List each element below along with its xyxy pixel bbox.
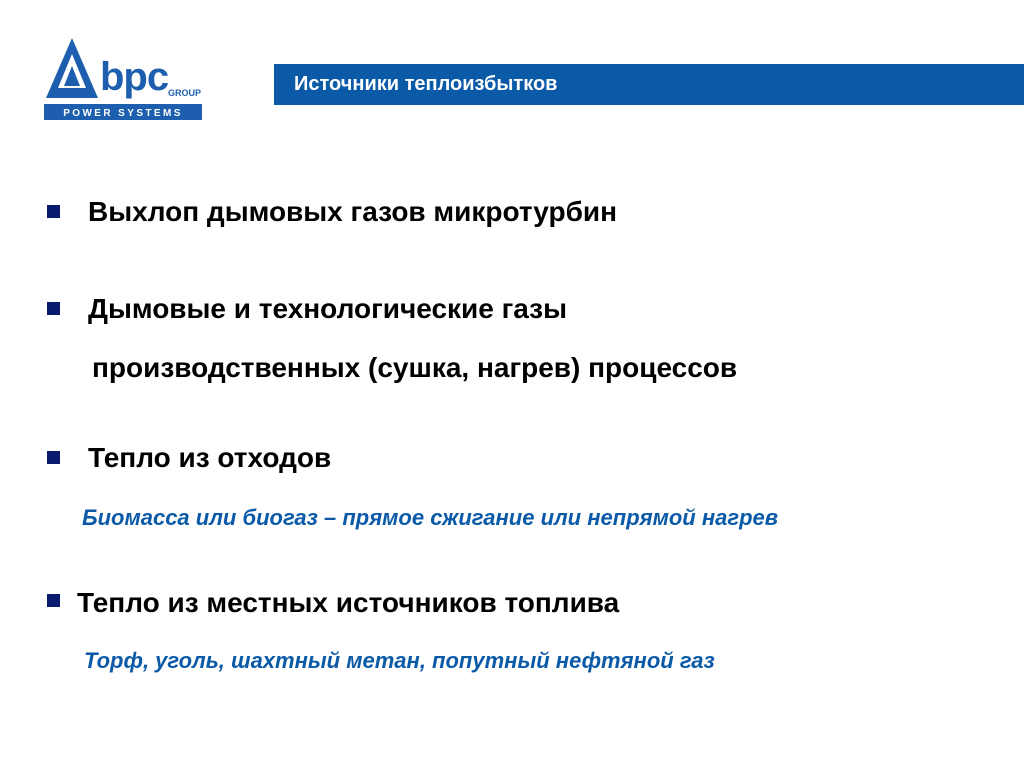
list-item-subtext: Биомасса или биогаз – прямое сжигание или непрямой нагрев <box>82 505 779 530</box>
list-item: Тепло из местных источников топлива <box>77 587 620 618</box>
company-logo <box>44 36 204 122</box>
list-item-subtext: Торф, уголь, шахтный метан, попутный нефтяной газ <box>84 648 715 673</box>
list-item: Выхлоп дымовых газов микротурбин <box>88 196 618 227</box>
svg-text:GROUP: GROUP <box>168 88 202 98</box>
bullet-icon <box>47 205 60 218</box>
list-item-continuation: производственных (сушка, нагрев) процессов <box>92 352 738 383</box>
list-item: Дымовые и технологические газы <box>88 293 567 324</box>
page-title: Источники теплоизбытков <box>294 73 558 95</box>
logo-graphic <box>44 36 204 122</box>
title-bar <box>274 64 1024 105</box>
list-item: Тепло из отходов <box>88 442 332 473</box>
svg-text:bpc: bpc <box>100 55 169 99</box>
bullet-icon <box>47 451 60 464</box>
bullet-icon <box>47 594 60 607</box>
bullet-icon <box>47 302 60 315</box>
svg-text:POWER SYSTEMS: POWER SYSTEMS <box>63 108 183 119</box>
